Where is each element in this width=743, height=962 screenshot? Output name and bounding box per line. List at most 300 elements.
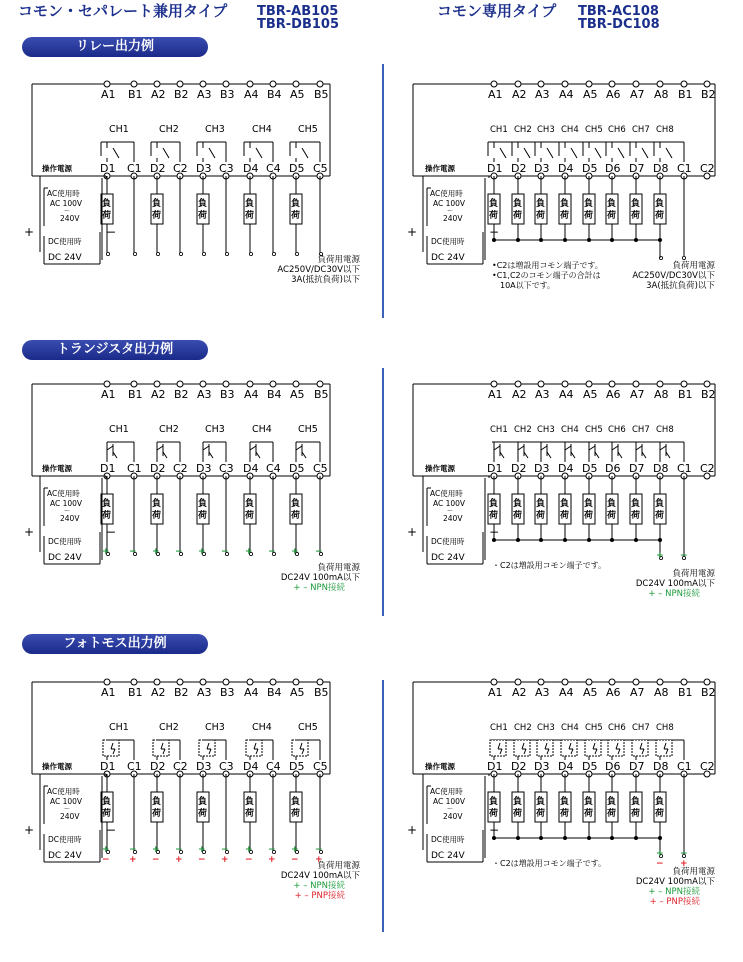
- ac-label: AC使用時: [430, 189, 463, 198]
- terminal-top-A1: [491, 81, 497, 87]
- terminal-bottom-label: D5: [582, 462, 598, 475]
- polarity-green-b: −: [268, 845, 276, 855]
- terminal-bottom-label: C3: [219, 462, 234, 475]
- terminal-bottom-label: D8: [653, 760, 669, 773]
- ac-tilde: 〜: [64, 508, 71, 515]
- transistor-base: [296, 446, 302, 450]
- terminal-top-label: B2: [174, 686, 189, 699]
- load-label-top: 負: [513, 199, 523, 209]
- right-model-2: TBR-DC108: [578, 17, 660, 32]
- terminal-bottom-label: D4: [558, 760, 574, 773]
- channel-label-CH2: CH2: [514, 723, 532, 733]
- terminal-top-A5: [586, 381, 592, 387]
- dc-label: DC使用時: [431, 537, 465, 546]
- load-label-top: 負: [152, 797, 162, 807]
- ac-voltage: AC 100V: [50, 797, 83, 806]
- terminal-top-label: A4: [559, 388, 574, 401]
- channel-label-CH4: CH4: [561, 425, 579, 435]
- right-note-line: •C1,C2のコモン端子の合計は: [492, 271, 601, 280]
- polarity-legend: + – NPN接続: [648, 589, 700, 599]
- terminal-top-A1: [491, 679, 497, 685]
- load-label-top: 負: [631, 499, 641, 509]
- ac-voltage-max: 240V: [60, 214, 80, 223]
- right-diagram-transistor: [407, 381, 716, 599]
- terminal-top-label: A1: [101, 388, 116, 401]
- polarity-legend: + – NPN接続: [648, 887, 700, 897]
- load-label-top: 負: [245, 199, 255, 209]
- channel-label-CH2: CH2: [514, 125, 532, 135]
- polarity-green-b: −: [315, 547, 323, 557]
- channel-label-CH4: CH4: [252, 722, 272, 733]
- terminal-top-label: A2: [151, 88, 166, 101]
- relay-blade: [642, 148, 648, 158]
- terminal-top-label: A2: [151, 686, 166, 699]
- polarity-red-b: +: [175, 855, 183, 865]
- terminal-bottom-label: D5: [289, 462, 305, 475]
- terminal-top-label: A8: [654, 686, 669, 699]
- relay-blade: [547, 148, 553, 158]
- dc-label: DC使用時: [48, 835, 82, 844]
- terminal-top-label: B3: [220, 686, 235, 699]
- terminal-bottom-label: D6: [605, 462, 621, 475]
- load-label-top: 負: [102, 797, 112, 807]
- terminal-bottom-label: D3: [534, 760, 550, 773]
- terminal-top-label: B2: [701, 388, 716, 401]
- open-terminal-dot: [106, 252, 109, 255]
- terminal-bottom-label: C5: [313, 462, 328, 475]
- channel-label-CH1: CH1: [490, 125, 508, 135]
- load-label-top: 負: [655, 797, 665, 807]
- channel-label-CH3: CH3: [205, 124, 225, 135]
- ac-voltage: AC 100V: [50, 199, 83, 208]
- load-label-bottom: 荷: [102, 511, 112, 521]
- terminal-top-label: A8: [654, 388, 669, 401]
- terminal-top-label: B1: [128, 388, 143, 401]
- channel-label-CH6: CH6: [608, 125, 626, 135]
- terminal-top-label: A4: [559, 88, 574, 101]
- terminal-bottom-label: C1: [127, 462, 142, 475]
- terminal-bottom-label: D3: [534, 162, 550, 175]
- terminal-top-A3: [538, 679, 544, 685]
- load-label-top: 負: [536, 499, 546, 509]
- open-terminal-dot: [133, 252, 136, 255]
- terminal-top-A2: [154, 81, 160, 87]
- terminal-bottom-label: D1: [100, 760, 116, 773]
- load-label-top: 負: [489, 199, 499, 209]
- section-pill-relay: リレー出力例: [22, 37, 208, 57]
- terminal-top-label: B4: [267, 88, 282, 101]
- polarity-red-a: −: [245, 855, 253, 865]
- load-label-top: 負: [291, 199, 301, 209]
- terminal-bottom-label: D3: [196, 760, 212, 773]
- terminal-top-label: B1: [128, 686, 143, 699]
- load-power-note: 負荷用電源: [317, 255, 360, 265]
- open-terminal-dot: [225, 252, 228, 255]
- terminal-top-label: A4: [559, 686, 574, 699]
- ac-voltage: AC 100V: [50, 499, 83, 508]
- relay-blade: [209, 148, 215, 158]
- polarity-red-a: −: [656, 859, 664, 869]
- load-label-bottom: 荷: [291, 511, 301, 521]
- terminal-bottom-label: D1: [100, 162, 116, 175]
- load-label-bottom: 荷: [513, 211, 523, 221]
- plus-sign: +: [407, 823, 418, 837]
- terminal-top-label: A6: [606, 686, 621, 699]
- terminal-top-B4: [270, 381, 276, 387]
- right-note-line: •C2は増設用コモン端子です。: [492, 261, 603, 270]
- polarity-red-a: −: [198, 855, 206, 865]
- load-label-top: 負: [655, 499, 665, 509]
- dc-label: DC使用時: [48, 237, 82, 246]
- terminal-top-A8: [657, 679, 663, 685]
- terminal-bottom-label: C3: [219, 162, 234, 175]
- channel-label-CH3: CH3: [537, 425, 555, 435]
- polarity-green-b: −: [268, 547, 276, 557]
- terminal-top-A1: [491, 381, 497, 387]
- load-label-bottom: 荷: [631, 211, 641, 221]
- transistor-emitter: [256, 452, 260, 458]
- transistor-emitter: [547, 452, 551, 458]
- right-series-title: コモン専用タイプ: [437, 2, 557, 20]
- terminal-top-label: A3: [535, 388, 550, 401]
- terminal-top-label: A5: [583, 88, 598, 101]
- terminal-top-label: A1: [488, 686, 503, 699]
- ac-voltage-max: 240V: [60, 514, 80, 523]
- channel-label-CH7: CH7: [632, 425, 650, 435]
- minus-sign: −: [489, 525, 500, 539]
- plus-sign: +: [407, 225, 418, 239]
- relay-blade: [666, 148, 672, 158]
- terminal-bottom-label: D4: [243, 162, 259, 175]
- open-terminal-dot: [272, 252, 275, 255]
- load-label-top: 負: [560, 797, 570, 807]
- load-power-note: DC24V 100mA以下: [280, 573, 360, 583]
- terminal-bottom-label: C2: [173, 162, 188, 175]
- terminal-top-A4: [562, 81, 568, 87]
- load-label-bottom: 荷: [245, 511, 255, 521]
- transistor-base: [107, 446, 113, 450]
- terminal-top-label: B4: [267, 686, 282, 699]
- terminal-top-A6: [609, 679, 615, 685]
- plus-sign: +: [24, 225, 35, 239]
- polarity-green-a: +: [245, 845, 253, 855]
- minus-sign: −: [106, 225, 117, 239]
- channel-label-CH8: CH8: [656, 125, 674, 135]
- terminal-bottom-label: D1: [100, 462, 116, 475]
- terminal-top-B1: [131, 381, 137, 387]
- terminal-top-B5: [317, 381, 323, 387]
- terminal-bottom-label: D7: [629, 760, 645, 773]
- channel-label-CH4: CH4: [561, 125, 579, 135]
- polarity-green-b: −: [129, 547, 137, 557]
- terminal-top-label: A3: [197, 88, 212, 101]
- load-label-bottom: 荷: [607, 511, 617, 521]
- load-label-top: 負: [631, 797, 641, 807]
- terminal-top-B4: [270, 679, 276, 685]
- channel-label-CH1: CH1: [109, 124, 129, 135]
- terminal-top-label: A3: [535, 686, 550, 699]
- terminal-top-A1: [104, 679, 110, 685]
- channel-label-CH7: CH7: [632, 125, 650, 135]
- power-label: 操作電源: [425, 762, 455, 771]
- terminal-top-label: A3: [197, 388, 212, 401]
- terminal-top-B1: [681, 679, 687, 685]
- terminal-top-B5: [317, 679, 323, 685]
- dc-label: DC使用時: [48, 537, 82, 546]
- dc-voltage: DC 24V: [48, 851, 82, 861]
- terminal-bottom-label: C2: [173, 760, 188, 773]
- load-label-top: 負: [536, 199, 546, 209]
- channel-label-CH4: CH4: [252, 124, 272, 135]
- load-label-top: 負: [291, 499, 301, 509]
- channel-label-CH5: CH5: [298, 722, 318, 733]
- terminal-bottom-label: C1: [677, 462, 692, 475]
- polarity-green-a: +: [102, 845, 110, 855]
- load-label-bottom: 荷: [198, 511, 208, 521]
- terminal-top-A1: [104, 381, 110, 387]
- polarity-green-a: +: [656, 551, 664, 561]
- load-label-bottom: 荷: [513, 511, 523, 521]
- channel-label-CH2: CH2: [159, 424, 179, 435]
- load-label-bottom: 荷: [655, 511, 665, 521]
- terminal-bottom-label: D6: [605, 162, 621, 175]
- terminal-bottom-label: C2: [173, 462, 188, 475]
- plus-sign: +: [407, 525, 418, 539]
- load-power-note: 負荷用電源: [317, 861, 360, 871]
- channel-label-CH1: CH1: [490, 723, 508, 733]
- terminal-bottom-label: C2: [700, 760, 715, 773]
- channel-label-CH5: CH5: [298, 424, 318, 435]
- power-label: 操作電源: [425, 164, 455, 173]
- plus-sign: +: [24, 823, 35, 837]
- open-terminal-dot: [202, 252, 205, 255]
- polarity-green-a: +: [198, 845, 206, 855]
- terminal-bottom-label: C2: [700, 462, 715, 475]
- power-label: 操作電源: [42, 762, 72, 771]
- ac-label: AC使用時: [47, 489, 80, 498]
- polarity-green-a: +: [245, 547, 253, 557]
- load-label-bottom: 荷: [152, 511, 162, 521]
- channel-label-CH3: CH3: [205, 722, 225, 733]
- left-model-2: TBR-DB105: [257, 17, 340, 32]
- polarity-green-a: +: [152, 845, 160, 855]
- terminal-top-B3: [223, 381, 229, 387]
- channel-label-CH2: CH2: [159, 124, 179, 135]
- terminal-top-A3: [538, 81, 544, 87]
- relay-blade: [618, 148, 624, 158]
- load-label-bottom: 荷: [152, 211, 162, 221]
- ac-label: AC使用時: [47, 189, 80, 198]
- transistor-base: [203, 446, 209, 450]
- terminal-top-B2: [177, 81, 183, 87]
- terminal-top-label: B2: [701, 88, 716, 101]
- ac-tilde: 〜: [447, 806, 454, 813]
- terminal-bottom-label: D7: [629, 462, 645, 475]
- terminal-bottom-label: D4: [243, 462, 259, 475]
- polarity-green-a: +: [198, 547, 206, 557]
- terminal-bottom-label: D2: [511, 162, 527, 175]
- load-label-bottom: 荷: [489, 809, 499, 819]
- terminal-top-label: B1: [678, 88, 693, 101]
- terminal-top-label: A6: [606, 388, 621, 401]
- load-label-bottom: 荷: [655, 809, 665, 819]
- terminal-top-label: A8: [654, 88, 669, 101]
- terminal-bottom-label: C2: [700, 162, 715, 175]
- terminal-top-label: B2: [174, 388, 189, 401]
- terminal-top-A1: [104, 81, 110, 87]
- terminal-top-label: B2: [701, 686, 716, 699]
- polarity-green-a: +: [102, 547, 110, 557]
- load-power-note: AC250V/DC30V以下: [277, 265, 360, 275]
- terminal-top-label: A2: [512, 88, 527, 101]
- channel-label-CH1: CH1: [109, 722, 129, 733]
- channel-label-CH8: CH8: [656, 723, 674, 733]
- load-label-top: 負: [198, 797, 208, 807]
- relay-blade: [302, 148, 308, 158]
- terminal-bottom-label: D2: [150, 760, 166, 773]
- dc-voltage: DC 24V: [431, 253, 465, 263]
- terminal-top-label: B5: [314, 388, 329, 401]
- terminal-top-label: A1: [101, 686, 116, 699]
- dc-voltage: DC 24V: [48, 253, 82, 263]
- terminal-top-label: A4: [244, 686, 259, 699]
- load-label-top: 負: [198, 199, 208, 209]
- right-note-line: ・C2は増設用コモン端子です。: [492, 561, 607, 570]
- transistor-base: [518, 446, 524, 450]
- load-label-top: 負: [513, 499, 523, 509]
- load-power-note: 3A(抵抗負荷)以下: [646, 281, 715, 291]
- relay-blade: [113, 148, 119, 158]
- polarity-red-a: −: [291, 855, 299, 865]
- channel-label-CH5: CH5: [585, 723, 603, 733]
- polarity-green-b: −: [315, 845, 323, 855]
- terminal-bottom-label: C5: [313, 760, 328, 773]
- ac-voltage: AC 100V: [433, 797, 466, 806]
- terminal-top-label: A5: [290, 388, 305, 401]
- terminal-top-label: A1: [101, 88, 116, 101]
- load-power-note: DC24V 100mA以下: [635, 579, 715, 589]
- terminal-bottom-label: D7: [629, 162, 645, 175]
- relay-blade: [500, 148, 506, 158]
- load-label-top: 負: [655, 199, 665, 209]
- load-label-bottom: 荷: [489, 511, 499, 521]
- open-terminal-dot: [682, 256, 685, 259]
- load-label-bottom: 荷: [607, 211, 617, 221]
- transistor-base: [660, 446, 666, 450]
- terminal-bottom-label: D4: [243, 760, 259, 773]
- relay-blade: [163, 148, 169, 158]
- transistor-emitter: [209, 452, 213, 458]
- polarity-legend: + – PNP接続: [649, 897, 700, 907]
- ac-label: AC使用時: [430, 787, 463, 796]
- polarity-green-a: +: [291, 547, 299, 557]
- terminal-top-B4: [270, 81, 276, 87]
- transistor-emitter: [666, 452, 670, 458]
- right-note-line: ・C2は増設用コモン端子です。: [492, 859, 607, 868]
- load-label-top: 負: [152, 199, 162, 209]
- load-label-bottom: 荷: [245, 211, 255, 221]
- terminal-top-B2: [177, 679, 183, 685]
- load-label-bottom: 荷: [631, 511, 641, 521]
- terminal-top-A4: [247, 81, 253, 87]
- terminal-top-B2: [704, 381, 710, 387]
- section-pill-photomos: フォトモス出力例: [22, 634, 208, 654]
- transistor-emitter: [595, 452, 599, 458]
- power-label: 操作電源: [42, 164, 72, 173]
- terminal-top-A5: [293, 381, 299, 387]
- terminal-top-A8: [657, 381, 663, 387]
- channel-label-CH2: CH2: [514, 425, 532, 435]
- terminal-bottom-label: D5: [289, 760, 305, 773]
- load-power-note: 負荷用電源: [672, 261, 715, 271]
- minus-sign: −: [489, 225, 500, 239]
- open-terminal-dot: [156, 252, 159, 255]
- load-label-top: 負: [291, 797, 301, 807]
- load-label-top: 負: [607, 199, 617, 209]
- transistor-base: [250, 446, 256, 450]
- terminal-top-A8: [657, 81, 663, 87]
- load-label-bottom: 荷: [291, 809, 301, 819]
- minus-sign: −: [106, 525, 117, 539]
- transistor-emitter: [618, 452, 622, 458]
- terminal-bottom-label: D2: [150, 462, 166, 475]
- terminal-bottom-label: C3: [219, 760, 234, 773]
- left-model-1: TBR-AB105: [257, 4, 339, 19]
- load-label-bottom: 荷: [152, 809, 162, 819]
- ac-voltage-max: 240V: [443, 214, 463, 223]
- terminal-top-label: A5: [583, 388, 598, 401]
- load-label-bottom: 荷: [584, 211, 594, 221]
- terminal-top-A4: [562, 679, 568, 685]
- load-label-top: 負: [607, 797, 617, 807]
- ac-voltage: AC 100V: [433, 499, 466, 508]
- load-label-bottom: 荷: [102, 809, 112, 819]
- load-label-bottom: 荷: [560, 809, 570, 819]
- polarity-green-b: −: [221, 547, 229, 557]
- transistor-emitter: [642, 452, 646, 458]
- terminal-top-B2: [704, 679, 710, 685]
- terminal-bottom-label: D8: [653, 162, 669, 175]
- channel-label-CH2: CH2: [159, 722, 179, 733]
- terminal-top-A3: [200, 381, 206, 387]
- transistor-emitter: [302, 452, 306, 458]
- polarity-green-a: +: [291, 845, 299, 855]
- load-label-bottom: 荷: [291, 211, 301, 221]
- terminal-top-A6: [609, 381, 615, 387]
- load-label-top: 負: [198, 499, 208, 509]
- relay-blade: [256, 148, 262, 158]
- polarity-green-b: −: [680, 849, 688, 859]
- ac-label: AC使用時: [47, 787, 80, 796]
- channel-label-CH4: CH4: [561, 723, 579, 733]
- transistor-base: [541, 446, 547, 450]
- load-power-note: 負荷用電源: [672, 569, 715, 579]
- terminal-top-B1: [681, 81, 687, 87]
- polarity-legend: + – PNP接続: [294, 891, 345, 901]
- terminal-top-B1: [681, 381, 687, 387]
- load-label-top: 負: [489, 797, 499, 807]
- load-label-top: 負: [102, 199, 112, 209]
- terminal-top-label: A7: [630, 388, 645, 401]
- terminal-bottom-label: D1: [487, 162, 503, 175]
- load-label-top: 負: [245, 499, 255, 509]
- terminal-top-label: B1: [678, 388, 693, 401]
- open-terminal-dot: [295, 252, 298, 255]
- polarity-green-a: +: [656, 849, 664, 859]
- polarity-red-b: +: [268, 855, 276, 865]
- load-label-top: 負: [560, 199, 570, 209]
- ac-voltage: AC 100V: [433, 199, 466, 208]
